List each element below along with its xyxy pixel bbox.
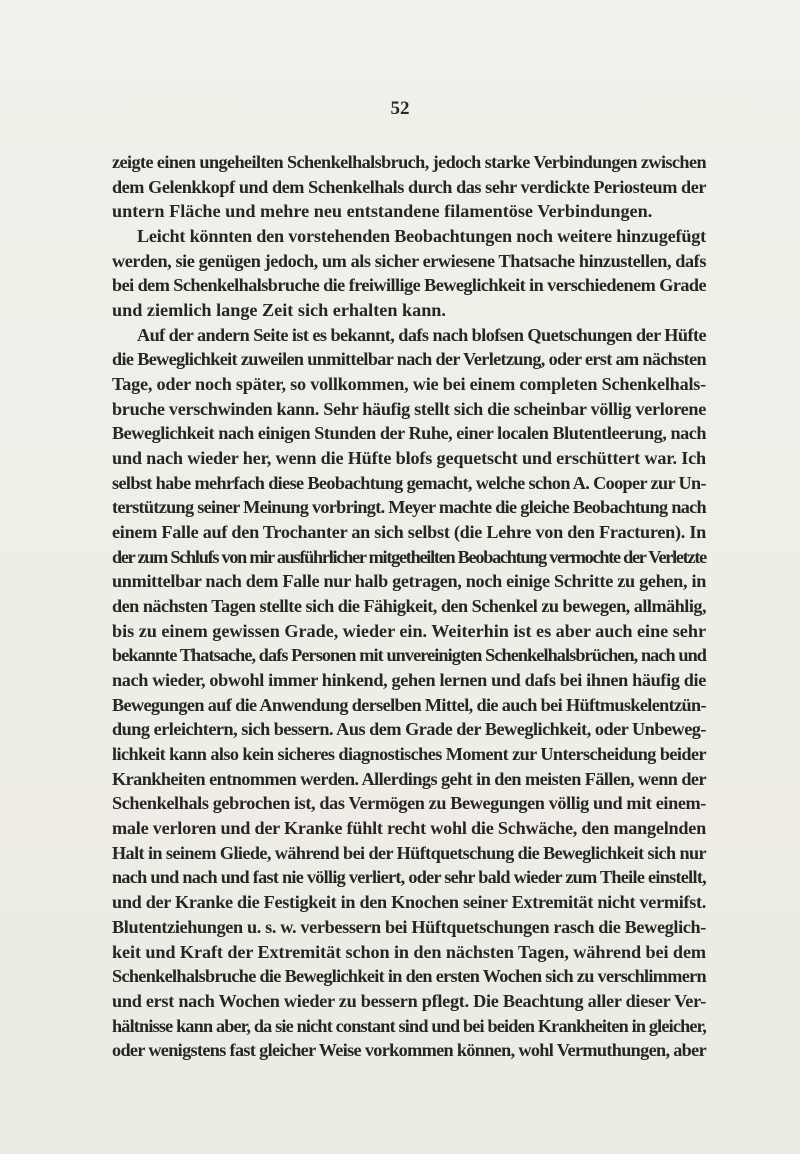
body-text: [112, 150, 706, 1063]
text-line: untern Fläche und mehre neu entstandene filamentöse Verbindungen.: [112, 201, 653, 222]
text-line: selbst habe mehrfach diese Beobachtung gemacht, welche schon A. Cooper zur Un-: [112, 472, 706, 493]
text-line: Beweglichkeit nach einigen Stunden der Ruhe, einer localen Blutentleerung, nach: [112, 423, 706, 444]
text-line: male verloren und der Kranke fühlt recht wohl die Schwäche, den mangelnden: [112, 818, 706, 839]
text-line: Halt in seinem Gliede, während bei der Hüftquetschung die Beweglichkeit sich nur: [112, 842, 706, 863]
text-line: bruche verschwinden kann. Sehr häufig stellt sich die scheinbar völlig verlorene: [112, 398, 706, 419]
text-line: unmittelbar nach dem Falle nur halb getragen, noch einige Schritte zu gehen, in: [112, 571, 706, 592]
text-line: Leicht könnten den vorstehenden Beobachtungen noch weitere hinzugefügt: [137, 226, 706, 247]
text-line: keit und Kraft der Extremität schon in den nächsten Tagen, während bei dem: [112, 941, 706, 962]
text-line: terstützung seiner Meinung vorbringt. Meyer machte die gleiche Beobachtung nach: [112, 497, 706, 518]
text-line: dung erleichtern, sich bessern. Aus dem Grade der Beweglichkeit, oder Unbeweg-: [112, 719, 706, 740]
text-line: werden, sie genügen jedoch, um als sicher erwiesene Thatsache hinzustellen, dafs: [112, 250, 706, 271]
text-line: lichkeit kann also kein sicheres diagnostisches Moment zur Unterscheidung beider: [112, 744, 706, 765]
text-line: bekannte Thatsache, dafs Personen mit unvereinigten Schenkelhalsbrüchen, nach und: [112, 645, 706, 666]
text-line: den nächsten Tagen stellte sich die Fähigkeit, den Schenkel zu bewegen, allmählig,: [112, 596, 706, 617]
text-line: einem Falle auf den Trochanter an sich selbst (die Lehre von den Fracturen). In: [112, 522, 706, 543]
text-line: bei dem Schenkelhalsbruche die freiwillige Beweglichkeit in verschiedenem Grade: [112, 275, 706, 296]
text-line: dem Gelenkkopf und dem Schenkelhals durch das sehr verdickte Periosteum der: [112, 176, 706, 197]
text-line: die Beweglichkeit zuweilen unmittelbar nach der Verletzung, oder erst am nächsten: [112, 349, 706, 370]
text-line: zeigte einen ungeheilten Schenkelhalsbruch, jedoch starke Verbindungen zwischen: [112, 152, 706, 172]
text-line: der zum Schlufs von mir ausführlicher mitgetheilten Beobachtung vermochte der Verletzte: [112, 546, 706, 567]
text-line: nach wieder, obwohl immer hinkend, gehen lernen und dafs bei ihnen häufig die: [112, 670, 706, 691]
text-line: oder wenigstens fast gleicher Weise vorkommen können, wohl Vermuthungen, aber: [112, 1040, 706, 1061]
text-line: Auf der andern Seite ist es bekannt, dafs nach blofsen Quetschungen der Hüfte: [137, 324, 706, 345]
text-line: und ziemlich lange Zeit sich erhalten kann.: [112, 300, 446, 321]
text-line: Blutentziehungen u. s. w. verbessern bei Hüftquetschungen rasch die Beweglich-: [112, 916, 706, 937]
text-line: und erst nach Wochen wieder zu bessern pflegt. Die Beachtung aller dieser Ver-: [112, 990, 706, 1011]
text-line: Schenkelhals gebrochen ist, das Vermögen zu Bewegungen völlig und mit einem-: [112, 793, 706, 814]
text-line: Krankheiten entnommen werden. Allerdings geht in den meisten Fällen, wenn der: [112, 768, 706, 789]
text-line: bis zu einem gewissen Grade, wieder ein. Weiterhin ist es aber auch eine sehr: [112, 620, 706, 641]
text-line: nach und nach und fast nie völlig verliert, oder sehr bald wieder zum Theile einstellt,: [112, 867, 706, 888]
text-line: Bewegungen auf die Anwendung derselben Mittel, die auch bei Hüftmuskelentzün-: [112, 694, 706, 715]
text-line: und der Kranke die Festigkeit in den Knochen seiner Extremität nicht vermifst.: [112, 892, 706, 913]
text-line: und nach wieder her, wenn die Hüfte blofs gequetscht und erschüttert war. Ich: [112, 448, 706, 469]
text-line: hältnisse kann aber, da sie nicht constant sind und bei beiden Krankheiten in gleicher,: [112, 1015, 706, 1036]
text-line: Tage, oder noch später, so vollkommen, wie bei einem completen Schenkelhals-: [112, 374, 706, 395]
page-number: 52: [390, 98, 410, 119]
text-line: Schenkelhalsbruche die Beweglichkeit in den ersten Wochen sich zu verschlimmern: [112, 966, 707, 987]
